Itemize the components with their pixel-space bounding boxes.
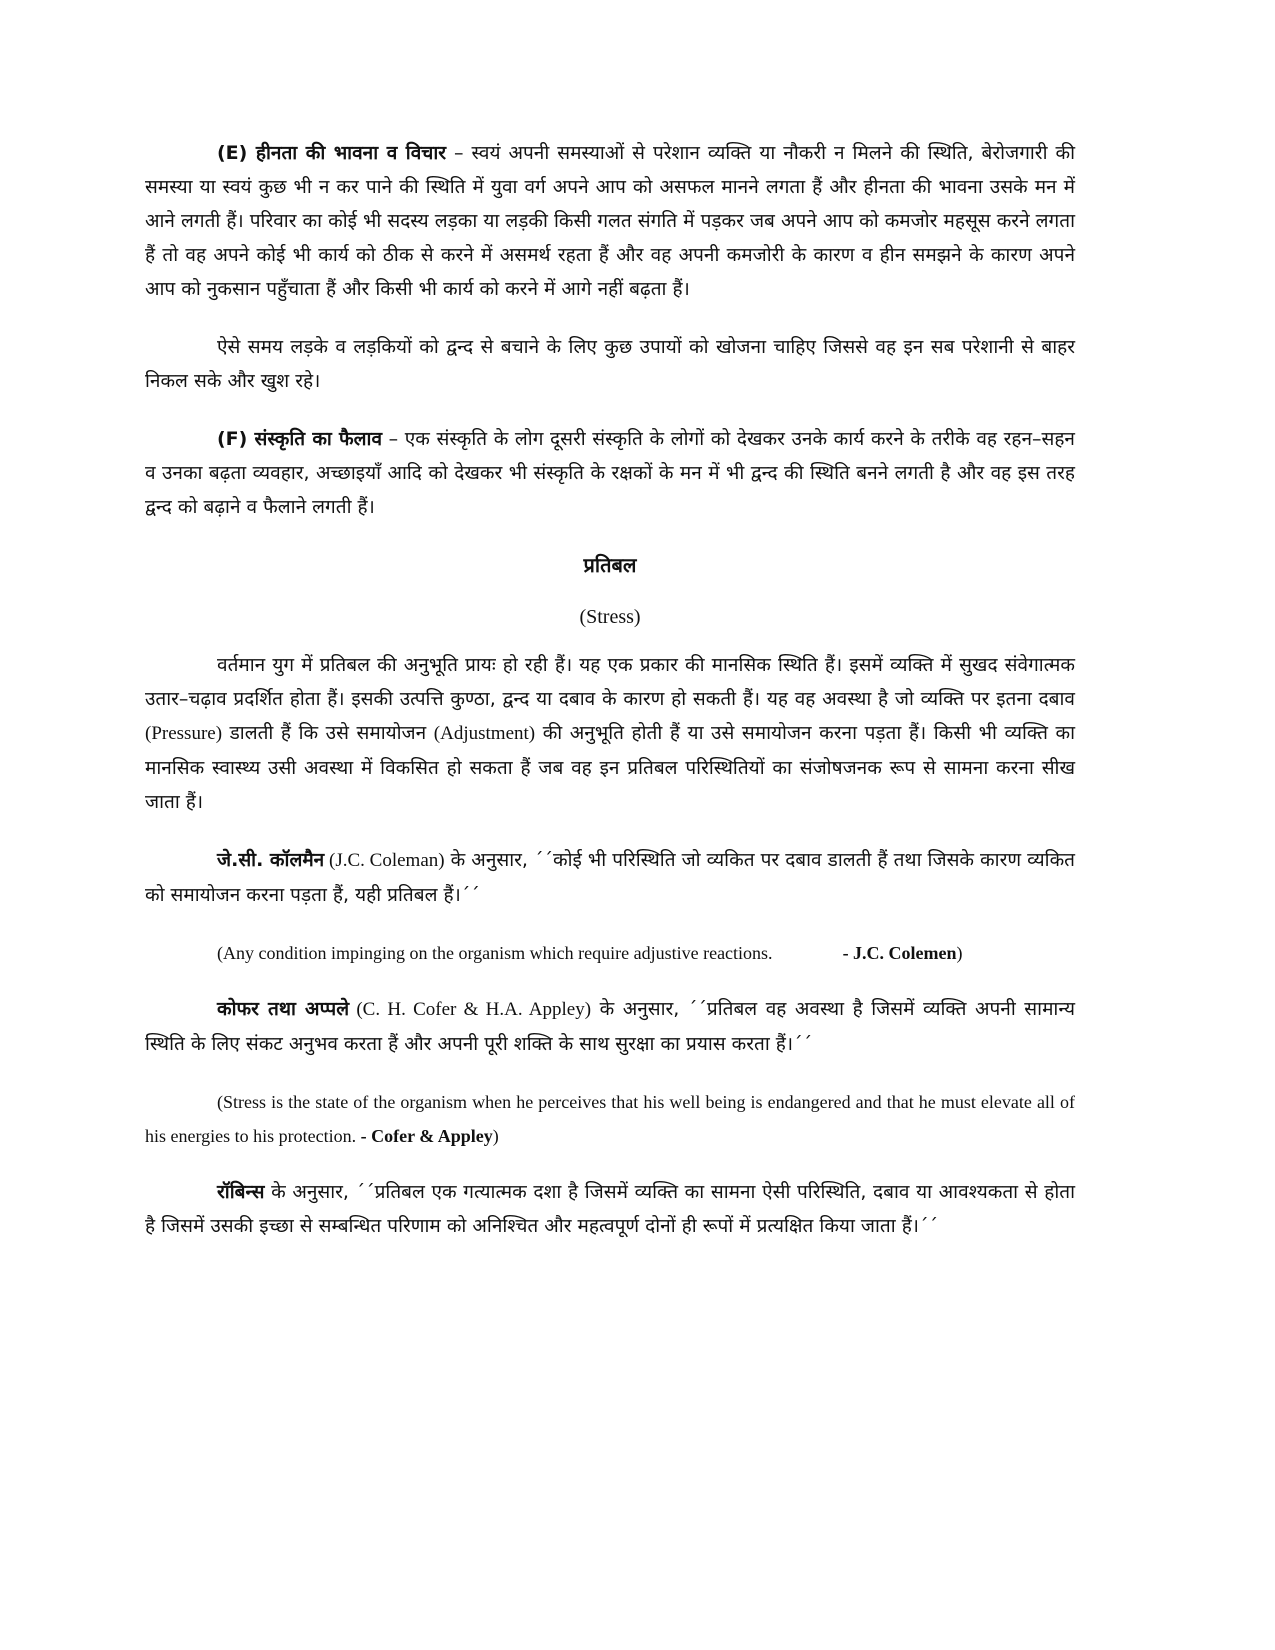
section-e-followup: ऐसे समय लड़के व लड़कियों को द्वन्द से बचाने के लिए कुछ उपायों को खोजना चाहिए जिससे वह इन सब परेशानी से बाहर निकल सके और खुश रहे। [145,336,1075,392]
section-f-heading: (F) संस्कृति का फैलाव [217,428,383,450]
coleman-quote-text: (Any condition impinging on the organism which require adjustive reactions. [217,943,773,963]
cofer-paragraph [145,992,1075,1061]
cofer-quote-source: - Cofer & Appley [360,1126,493,1146]
stress-intro-pressure: (Pressure) [145,723,223,744]
stress-intro-part-1: वर्तमान युग में प्रतिबल की अनुभूति प्रायः हो रही हैं। यह एक प्रकार की मानसिक स्थिति हैं। इसमें व्यक्ति में सुखद संवेगात्मक उतार–चढ़ाव प्रदर्शित होता हैं। इसकी उत्पत्ति कुण्ठा, द्वन्द या दबाव के कारण हो सकती हैं। यह वह अवस्था है जो व्यक्ति पर इतना दबाव [145,654,1075,710]
robbins-text: के अनुसार, ´´प्रतिबल एक गत्यात्मक दशा है जिसमें व्यक्ति का सामना ऐसी परिस्थिति, दबाव या आवश्यकता से होता है जिसमें उसकी इच्छा से सम्बन्धित परिणाम को अनिश्चित और महत्वपूर्ण दोनों ही रूपों में प्रत्यक्षित किया जाता हैं।´´ [145,1181,1075,1237]
stress-title: प्रतिबल [583,553,637,577]
stress-subtitle: (Stress) [579,606,641,628]
stress-intro-part-3: की अनुभूति होती हैं या उसे समायोजन करना पड़ता हैं। किसी भी व्यक्ति का मानसिक स्वास्थ्य उसी अवस्था में विकसित हो सकता हैं जब वह इन प्रतिबल परिस्थितियों का संजोषजनक रूप से सामना करना सीख जाता हैं। [145,722,1075,813]
section-f-text: – एक संस्कृति के लोग दूसरी संस्कृति के लोगों को देखकर उनके कार्य करने के तरीके वह रहन–सहन व उनका बढ़ता व्यवहार, अच्छाइयाँ आदि को देखकर भी संस्कृति के रक्षकों के मन में भी द्वन्द की स्थिति बनने लगती है और वह इस तरह द्वन्द को बढ़ाने व फैलाने लगती हैं। [145,428,1075,518]
section-f-paragraph [145,422,1075,524]
cofer-quote-close: ) [492,1126,499,1146]
robbins-paragraph [145,1175,1075,1243]
stress-intro-adjustment: (Adjustment) [433,723,536,744]
cofer-quote-text: (Stress is the state of the organism when he perceives that his well being is endangered and that he must elevate all of his energies to his protection. [145,1092,1075,1146]
coleman-quote-source: - J.C. Colemen [842,943,957,963]
coleman-paragraph [145,843,1075,912]
section-e-paragraph [145,136,1075,306]
coleman-quote-en [145,936,1075,970]
cofer-quote-en [145,1085,1075,1153]
robbins-name: रॉबिन्स [217,1181,265,1203]
section-e-heading: (E) हीनता की भावना व विचार [217,142,447,164]
document-page [145,136,1075,1267]
coleman-name-en: (J.C. Coleman) [324,850,445,871]
coleman-name: जे.सी. कॉलमैन [217,849,325,871]
coleman-quote-close: ) [956,943,963,963]
cofer-name: कोफर तथा अप्पले [217,998,350,1020]
cofer-name-en: (C. H. Cofer & H.A. Appley) [349,999,592,1020]
stress-intro-paragraph [145,648,1075,819]
stress-intro-part-2: डालती हैं कि उसे समायोजन [222,722,434,744]
cofer-text: के अनुसार, ´´प्रतिबल वह अवस्था है जिसमें व्यक्ति अपनी सामान्य स्थिति के लिए संकट अनुभव करता हैं और अपनी पूरी शक्ति के साथ सुरक्षा का प्रयास करता हैं।´´ [145,998,1075,1055]
coleman-text: के अनुसार, ´´कोई भी परिस्थिति जो व्यकित पर दबाव डालती हैं तथा जिसके कारण व्यकित को समायोजन करना पड़ता हैं, यही प्रतिबल हैं।´´ [145,849,1075,906]
section-e-text: – स्वयं अपनी समस्याओं से परेशान व्यक्ति या नौकरी न मिलने की स्थिति, बेरोजगारी की समस्या या स्वयं कुछ भी न कर पाने की स्थिति में युवा वर्ग अपने आप को असफल मानने लगता हैं और हीनता की भावना उसके मन में आने लगती हैं। परिवार का कोई भी सदस्य लड़का या लड़की किसी गलत संगति में पड़कर जब अपने आप को कमजोर महसूस करने लगता हैं तो वह अपने कोई भी कार्य को ठीक से करने में असमर्थ रहता हैं और वह अपनी कमजोरी के कारण व हीन समझने के कारण अपने आप को नुकसान पहुँचाता हैं और किसी भी कार्य को करने में आगे नहीं बढ़ता हैं। [145,142,1075,300]
